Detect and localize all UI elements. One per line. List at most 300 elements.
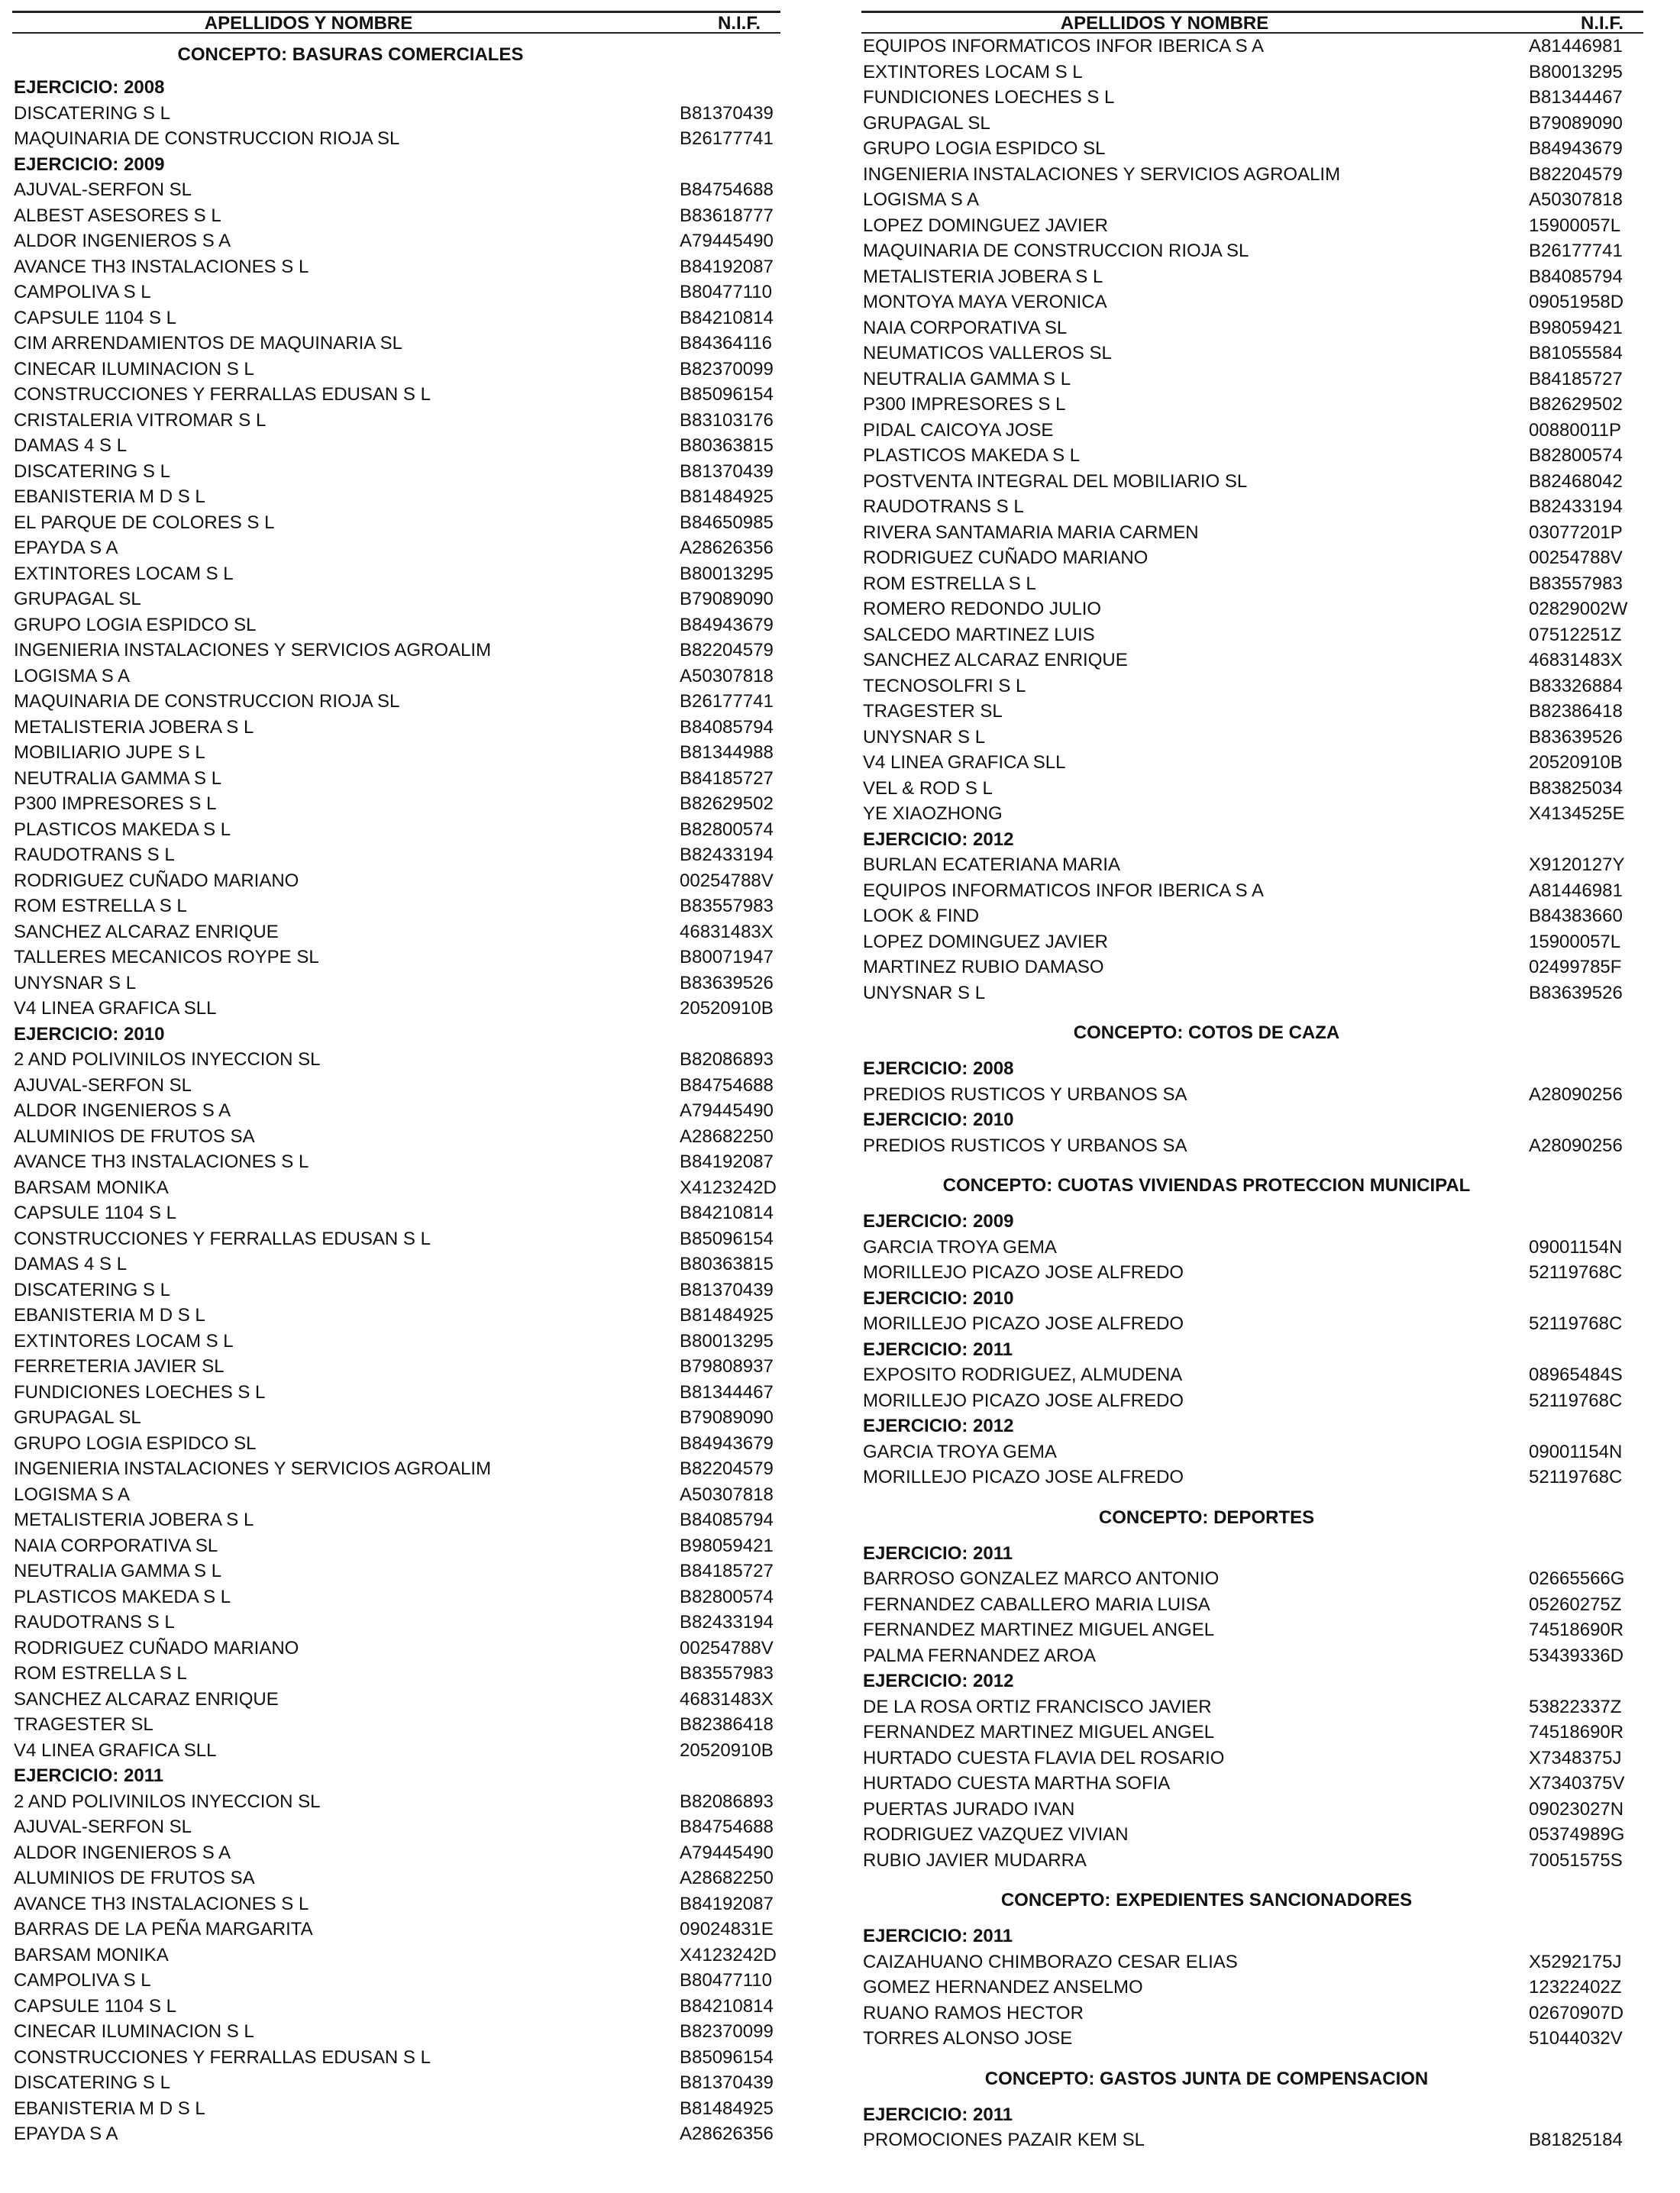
list-item [12,1380,780,1406]
person-name: ALUMINIOS DE FRUTOS SA [14,1126,255,1147]
person-name: CINECAR ILUMINACION S L [14,2021,254,2042]
nif-value: B98059421 [1529,317,1623,338]
nif-value: A81446981 [1529,880,1623,901]
nif-value: B81344988 [680,742,774,763]
list-item [12,1073,780,1099]
list-item [12,817,780,843]
nif-value: B80071947 [680,947,774,967]
list-item [861,520,1643,546]
list-item [12,1431,780,1457]
list-item [12,1814,780,1840]
nif-value: B81344467 [1529,87,1623,108]
list-item [12,2096,780,2122]
list-item [12,715,780,741]
list-item [12,638,780,664]
list-item [12,1968,780,1994]
person-name: TORRES ALONSO JOSE [863,2028,1073,2049]
nif-value: 03077201P [1529,522,1623,543]
nif-value: A50307818 [680,665,774,686]
nif-value: B84754688 [680,179,774,200]
list-item [12,1687,780,1713]
nif-value: 74518690R [1529,1722,1624,1742]
list-item [861,341,1643,367]
list-item [12,484,780,510]
list-item [861,85,1643,111]
person-name: METALISTERIA JOBERA S L [14,1510,254,1530]
nif-value: X5292175J [1529,1951,1622,1972]
person-name: EBANISTERIA M D S L [14,2098,205,2119]
nif-value: 02665566G [1529,1568,1625,1589]
list-item [861,1771,1643,1797]
nif-value: 09024831E [680,1919,774,1939]
list-item [861,1260,1643,1286]
list-item [12,2045,780,2071]
right-list [861,34,1643,2153]
person-name: PROMOCIONES PAZAIR KEM SL [863,2130,1145,2150]
list-item [861,1388,1643,1414]
list-item [12,1610,780,1636]
list-item [861,1465,1643,1491]
list-item [12,1507,780,1533]
list-item [12,1661,780,1687]
list-item [12,1226,780,1252]
nif-value: 09051958D [1529,292,1624,312]
nif-value: B83103176 [680,409,774,431]
person-name: EQUIPOS INFORMATICOS INFOR IBERICA S A [863,36,1264,57]
nif-value: 09001154N [1529,1236,1623,1258]
person-name: MAQUINARIA DE CONSTRUCCION RIOJA SL [14,691,400,712]
person-name: BARSAM MONIKA [14,1944,169,1965]
person-name: SANCHEZ ALCARAZ ENRIQUE [863,650,1128,670]
person-name: FERRETERIA JAVIER SL [14,1356,225,1377]
list-item [861,1133,1643,1159]
nif-value: B80363815 [680,435,774,456]
list-item [861,315,1643,341]
list-item [12,357,780,383]
nif-value: B26177741 [680,691,774,712]
person-name: PLASTICOS MAKEDA S L [863,445,1081,466]
person-name: AVANCE TH3 INSTALACIONES S L [14,256,309,277]
person-name: AVANCE TH3 INSTALACIONES S L [14,1151,309,1172]
list-item [861,725,1643,751]
concept-heading: CONCEPTO: EXPEDIENTES SANCIONADORES [1000,1890,1413,1910]
concept-heading: CONCEPTO: DEPORTES [1098,1507,1315,1528]
year-heading: EJERCICIO: 2011 [863,1542,1013,1564]
nif-value: X4134525E [1529,803,1625,824]
person-name: EBANISTERIA M D S L [14,486,205,507]
list-item [12,254,780,280]
person-name: GRUPAGAL SL [863,112,990,134]
list-item [861,929,1643,955]
list-item [12,1354,780,1380]
person-name: DAMAS 4 S L [14,1254,128,1274]
list-item [12,382,780,408]
list-item [12,1943,780,1969]
list-item [861,648,1643,673]
nif-value: B98059421 [680,1535,774,1556]
list-item [12,1482,780,1508]
person-name: GOMEZ HERNANDEZ ANSELMO [863,1977,1143,1998]
nif-value: 70051575S [1529,1849,1623,1871]
person-name: FERNANDEZ CABALLERO MARIA LUISA [863,1594,1210,1615]
list-item [861,443,1643,469]
person-name: CAMPOLIVA S L [14,282,151,302]
list-item [12,1558,780,1584]
nif-value: B80363815 [680,1254,774,1274]
year-heading: EJERCICIO: 2011 [14,1765,164,1786]
person-name: LOGISMA S A [14,1484,131,1505]
year-heading: EJERCICIO: 2010 [863,1109,1014,1130]
list-item [861,187,1643,213]
nif-value: 15900057L [1529,931,1621,952]
list-item [861,1822,1643,1848]
person-name: DISCATERING S L [14,1279,170,1300]
person-name: FERNANDEZ MARTINEZ MIGUEL ANGEL [863,1620,1215,1640]
list-item [12,1712,780,1738]
nif-value: A79445490 [680,1100,774,1121]
list-item [861,238,1643,264]
list-item [861,1235,1643,1261]
nif-value: B84085794 [680,716,774,738]
nif-value: B81484925 [680,486,774,507]
nif-value: B83639526 [1529,982,1623,1003]
list-item [12,1200,780,1226]
person-name: TECNOSOLFRI S L [863,675,1026,696]
nif-value: A28626356 [680,2124,774,2144]
nif-value: 74518690R [1529,1620,1624,1640]
person-name: MOBILIARIO JUPE S L [14,742,205,763]
year-heading: EJERCICIO: 2008 [863,1058,1014,1079]
person-name: UNYSNAR S L [863,726,986,748]
person-name: AVANCE TH3 INSTALACIONES S L [14,1893,309,1914]
list-item [12,893,780,919]
person-name: RUANO RAMOS HECTOR [863,2002,1084,2023]
year-heading: EJERCICIO: 2012 [863,828,1014,850]
nif-value: B81825184 [1529,2130,1623,2150]
list-item [12,868,780,894]
person-name: UNYSNAR S L [863,982,986,1003]
person-name: MAQUINARIA DE CONSTRUCCION RIOJA SL [14,128,400,149]
list-item [12,664,780,690]
person-name: PREDIOS RUSTICOS Y URBANOS SA [863,1084,1187,1105]
nif-value: B82800574 [680,819,774,840]
list-item [12,203,780,229]
person-name: GRUPAGAL SL [14,1407,141,1428]
nif-value: B79808937 [680,1356,774,1377]
nif-value: B84210814 [680,307,774,328]
nif-value: B82433194 [680,845,774,865]
person-name: LOOK & FIND [863,906,980,926]
nif-value: B80477110 [680,282,773,302]
person-name: PREDIOS RUSTICOS Y URBANOS SA [863,1135,1187,1156]
list-item [861,2026,1643,2052]
nif-value: B84085794 [680,1510,774,1530]
person-name: RUBIO JAVIER MUDARRA [863,1849,1087,1871]
list-item [861,1848,1643,1874]
nif-value: B81055584 [1529,343,1623,363]
list-item [12,126,780,152]
list-item [12,228,780,254]
person-name: FERNANDEZ MARTINEZ MIGUEL ANGEL [863,1722,1215,1742]
person-name: MAQUINARIA DE CONSTRUCCION RIOJA SL [863,241,1249,261]
nif-value: 53822337Z [1529,1696,1622,1717]
nif-value: 02670907D [1529,2002,1624,2023]
left-column [12,11,780,2147]
person-name: UNYSNAR S L [14,972,137,993]
nif-value: B81370439 [680,460,774,482]
nif-value: B80477110 [680,1970,773,1991]
list-item [12,1175,780,1201]
list-item [12,1329,780,1355]
nif-value: 00254788V [1529,547,1623,568]
person-name: FUNDICIONES LOECHES S L [863,87,1115,108]
nif-value: 52119768C [1529,1262,1623,1283]
person-name: NEUMATICOS VALLEROS SL [863,343,1112,363]
nif-value: B80013295 [1529,61,1623,82]
person-name: GRUPAGAL SL [14,589,141,609]
nif-value: A28682250 [680,1126,774,1147]
person-name: SANCHEZ ALCARAZ ENRIQUE [14,921,279,942]
list-item [861,1566,1643,1592]
person-name: BARRAS DE LA PEÑA MARGARITA [14,1919,313,1939]
person-name: RAUDOTRANS S L [14,1612,175,1633]
nif-value: B84085794 [1529,266,1623,287]
list-item [861,1643,1643,1669]
person-name: CONSTRUCCIONES Y FERRALLAS EDUSAN S L [14,2046,431,2068]
list-item [861,1975,1643,2001]
person-name: GRUPO LOGIA ESPIDCO SL [14,614,257,635]
person-name: 2 AND POLIVINILOS INYECCION SL [14,1049,321,1070]
person-name: VEL & ROD S L [863,777,993,799]
person-name: LOPEZ DOMINGUEZ JAVIER [863,215,1108,236]
person-name: PLASTICOS MAKEDA S L [14,1586,231,1607]
list-item [12,1149,780,1175]
person-name: CONSTRUCCIONES Y FERRALLAS EDUSAN S L [14,1228,431,1249]
list-item [861,954,1643,980]
nif-value: B83825034 [1529,777,1623,799]
list-item [12,689,780,715]
nif-value: 05374989G [1529,1824,1625,1845]
list-item [861,1746,1643,1772]
nif-value: B80013295 [680,563,774,584]
list-item [861,852,1643,878]
nif-value: B85096154 [680,1228,774,1249]
nif-value: B82629502 [680,793,774,814]
list-item [12,305,780,331]
list-item [12,612,780,638]
person-name: RAUDOTRANS S L [14,845,175,865]
list-item [12,2019,780,2045]
person-name: EBANISTERIA M D S L [14,1305,205,1326]
nif-value: B84192087 [680,1151,774,1172]
list-item [12,1405,780,1431]
list-item [861,699,1643,725]
nif-value: B83639526 [1529,726,1623,748]
nif-value: 15900057L [1529,215,1621,236]
nif-value: 52119768C [1529,1467,1623,1487]
person-name: CONSTRUCCIONES Y FERRALLAS EDUSAN S L [14,384,431,405]
list-item [12,1789,780,1815]
list-item [861,60,1643,86]
list-item [12,971,780,996]
list-item [861,571,1643,597]
nif-value: B82468042 [1529,470,1623,492]
nif-value: 00880011P [1529,419,1622,441]
person-name: TRAGESTER SL [14,1714,153,1735]
person-name: ROMERO REDONDO JULIO [863,599,1102,619]
year-heading: EJERCICIO: 2010 [863,1287,1014,1309]
nif-value: B83326884 [1529,675,1623,696]
nif-value: B84943679 [680,614,774,635]
person-name: DE LA ROSA ORTIZ FRANCISCO JAVIER [863,1696,1212,1717]
person-name: GARCIA TROYA GEMA [863,1236,1057,1258]
nif-value: B85096154 [680,2046,774,2068]
list-item [12,1303,780,1329]
year-heading: EJERCICIO: 2010 [14,1023,165,1045]
table-header [861,11,1643,34]
list-item [861,494,1643,520]
nif-value: B81344467 [680,1381,774,1403]
nif-value: 02499785F [1529,957,1622,977]
nif-value: 02829002W [1529,599,1628,619]
person-name: METALISTERIA JOBERA S L [863,266,1103,287]
nif-value: 46831483X [680,1688,774,1710]
nif-value: 07512251Z [1529,624,1622,645]
nif-value: B84754688 [680,1817,774,1837]
nif-value: X4123242D [680,1177,777,1198]
nif-value: B84364116 [680,333,773,354]
person-name: V4 LINEA GRAFICA SLL [14,1739,217,1761]
right-column [861,11,1643,2153]
list-item [861,136,1643,162]
nif-value: B82629502 [1529,394,1623,415]
person-name: NAIA CORPORATIVA SL [863,317,1068,338]
nif-value: B82800574 [1529,445,1623,466]
nif-value: A28682250 [680,1868,774,1888]
nif-value: B84943679 [680,1432,774,1454]
list-item [12,535,780,561]
person-name: ALDOR INGENIEROS S A [14,1842,231,1863]
person-name: EXTINTORES LOCAM S L [14,1330,234,1352]
person-name: LOPEZ DOMINGUEZ JAVIER [863,931,1108,952]
person-name: BARSAM MONIKA [14,1177,169,1198]
list-item [12,1533,780,1559]
person-name: GRUPO LOGIA ESPIDCO SL [14,1432,257,1454]
person-name: INGENIERIA INSTALACIONES Y SERVICIOS AGROALIM [14,1458,492,1479]
list-item [12,561,780,587]
nif-value: 20520910B [680,1739,774,1761]
nif-column-header: N.I.F. [1580,13,1623,34]
list-item [12,791,780,817]
list-item [12,1994,780,2020]
person-name: ALBEST ASESORES S L [14,205,221,226]
list-item [12,1840,780,1866]
nif-value: B79089090 [680,589,774,609]
nif-value: 00254788V [680,870,774,891]
list-item [861,1949,1643,1975]
list-item [12,1865,780,1891]
list-item [12,408,780,434]
nif-value: A50307818 [680,1484,774,1505]
person-name: CAPSULE 1104 S L [14,1203,177,1223]
nif-value: X7348375J [1529,1747,1622,1768]
person-name: SALCEDO MARTINEZ LUIS [863,624,1095,645]
nif-value: B79089090 [680,1407,774,1428]
list-item [861,1439,1643,1465]
person-name: RIVERA SANTAMARIA MARIA CARMEN [863,522,1199,543]
list-item [861,34,1643,60]
list-item [12,1738,780,1764]
list-item [861,1797,1643,1823]
year-heading: EJERCICIO: 2011 [863,1926,1013,1946]
nif-value: B84185727 [1529,368,1623,389]
list-item [861,1592,1643,1618]
nif-value: B82433194 [680,1612,774,1633]
person-name: ALUMINIOS DE FRUTOS SA [14,1868,255,1888]
person-name: POSTVENTA INTEGRAL DEL MOBILIARIO SL [863,470,1248,492]
list-item [12,945,780,971]
nif-value: B81370439 [680,102,774,124]
list-item [12,279,780,305]
nif-value: 00254788V [680,1637,774,1658]
concept-heading: CONCEPTO: CUOTAS VIVIENDAS PROTECCION MUNICIPAL [942,1175,1471,1196]
nif-value: B79089090 [1529,112,1623,134]
nif-value: X4123242D [680,1944,777,1965]
year-heading: EJERCICIO: 2009 [14,153,165,175]
person-name: MORILLEJO PICAZO JOSE ALFREDO [863,1313,1184,1334]
nif-value: A79445490 [680,1842,774,1863]
nif-value: B82386418 [1529,701,1623,722]
person-name: ROM ESTRELLA S L [863,573,1036,594]
person-name: YE XIAOZHONG [863,803,1003,824]
nif-value: 53439336D [1529,1645,1624,1666]
list-item [12,586,780,612]
nif-value: B84192087 [680,256,774,277]
person-name: BARROSO GONZALEZ MARCO ANTONIO [863,1568,1220,1589]
nif-value: B81370439 [680,1279,774,1300]
person-name: V4 LINEA GRAFICA SLL [863,752,1066,773]
nif-value: 52119768C [1529,1390,1623,1411]
list-item [861,878,1643,904]
person-name: LOGISMA S A [14,665,131,686]
list-item [12,1584,780,1610]
person-name: NAIA CORPORATIVA SL [14,1535,218,1556]
list-item [12,1124,780,1150]
person-name: GRUPO LOGIA ESPIDCO SL [863,138,1106,159]
concept-heading: CONCEPTO: COTOS DE CAZA [1073,1022,1340,1043]
person-name: AJUVAL-SERFON SL [14,1074,192,1096]
person-name: PIDAL CAICOYA JOSE [863,419,1054,441]
nif-value: B84210814 [680,1995,774,2017]
list-item [861,596,1643,622]
nif-value: B84650985 [680,512,774,533]
person-name: RODRIGUEZ VAZQUEZ VIVIAN [863,1824,1129,1845]
person-name: TALLERES MECANICOS ROYPE SL [14,947,319,967]
nif-value: 52119768C [1529,1313,1623,1334]
nif-value: B82204579 [680,640,774,660]
nif-value: B26177741 [680,128,774,149]
nif-value: X9120127Y [1529,854,1625,875]
table-header [12,11,780,34]
list-item [861,1694,1643,1720]
list-item [12,331,780,357]
list-item [12,1277,780,1303]
person-name: CRISTALERIA VITROMAR S L [14,409,267,431]
nif-value: A28626356 [680,538,774,558]
year-heading: EJERCICIO: 2008 [14,77,165,98]
person-name: EXTINTORES LOCAM S L [14,563,234,584]
nif-value: B83618777 [680,205,774,226]
